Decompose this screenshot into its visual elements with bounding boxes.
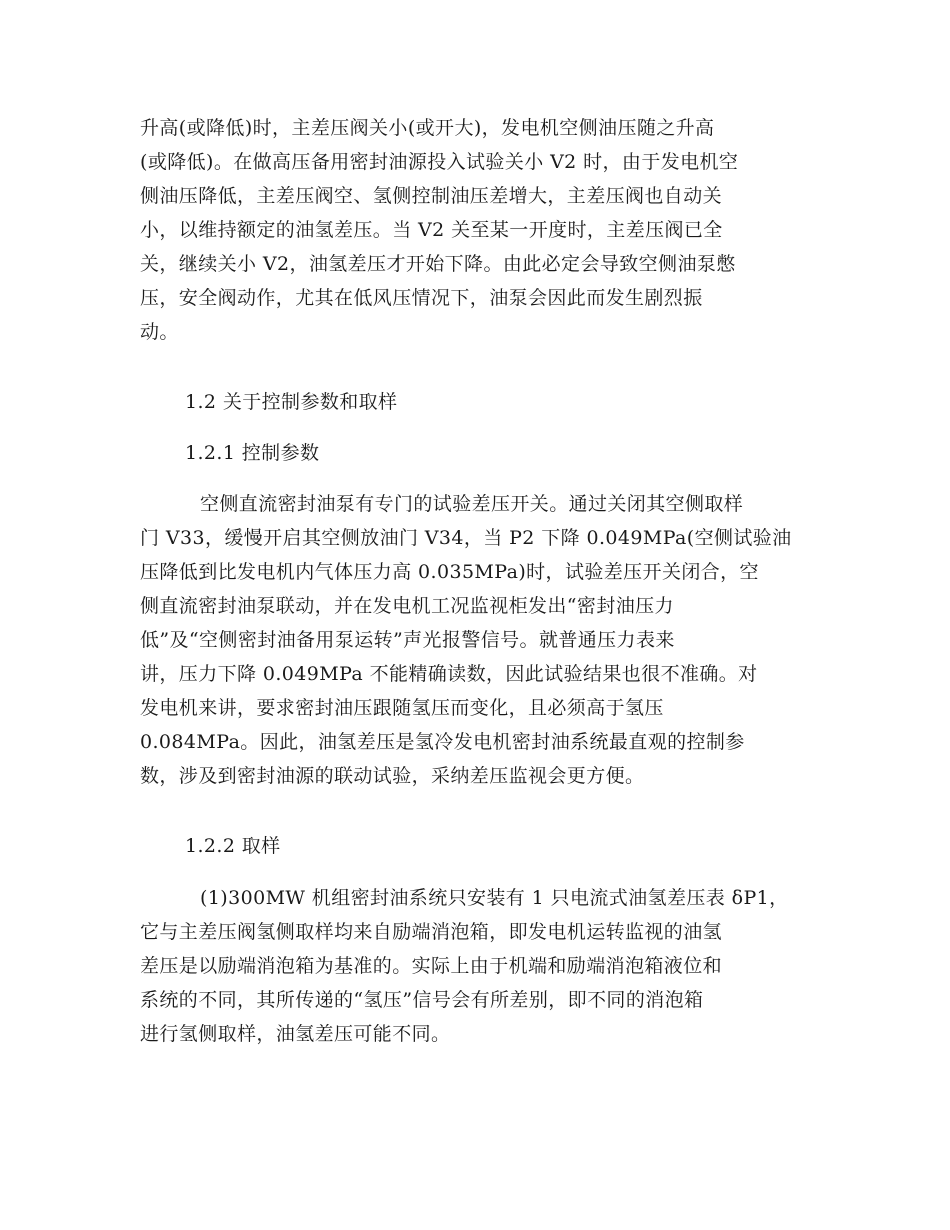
paragraph-line: 小，以维持额定的油氢差压。当 V2 关至某一开度时，主差压阀已全 (140, 219, 723, 241)
paragraph-line: 系统的不同，其所传递的“氢压”信号会有所差别，即不同的消泡箱 (140, 989, 704, 1011)
paragraph-line: 升高(或降低)时，主差压阀关小(或开大)，发电机空侧油压随之升高 (140, 117, 715, 139)
paragraph-line: 0.084MPa。因此，油氢差压是氢冷发电机密封油系统最直观的控制参 (140, 731, 745, 753)
paragraph-line: 低”及“空侧密封油备用泵运转”声光报警信号。就普通压力表来 (140, 629, 675, 651)
paragraph-line: 侧直流密封油泵联动，并在发电机工况监视柜发出“密封油压力 (140, 595, 674, 617)
section-heading: 1.2 关于控制参数和取样 (185, 391, 398, 413)
paragraph-line: 差压是以励端消泡箱为基准的。实际上由于机端和励端消泡箱液位和 (140, 955, 723, 977)
paragraph-line: (1)300MW 机组密封油系统只安装有 1 只电流式油氢差压表 δP1， (200, 887, 789, 909)
paragraph-line: 门 V33，缓慢开启其空侧放油门 V34，当 P2 下降 0.049MPa(空侧试验油 (140, 527, 792, 549)
paragraph-line: 空侧直流密封油泵有专门的试验差压开关。通过关闭其空侧取样 (200, 493, 744, 515)
paragraph-line: 关，继续关小 V2，油氢差压才开始下降。由此必定会导致空侧油泵憋 (140, 253, 736, 275)
paragraph-line: 压降低到比发电机内气体压力高 0.035MPa)时，试验差压开关闭合，空 (140, 561, 759, 583)
subsection-heading: 1.2.1 控制参数 (185, 442, 320, 464)
paragraph-line: 讲，压力下降 0.049MPa 不能精确读数，因此试验结果也很不准确。对 (140, 663, 758, 685)
paragraph-line: 进行氢侧取样，油氢差压可能不同。 (140, 1023, 451, 1045)
paragraph-line: 侧油压降低，主差压阀空、氢侧控制油压差增大，主差压阀也自动关 (140, 185, 723, 207)
paragraph-line: 它与主差压阀氢侧取样均来自励端消泡箱，即发电机运转监视的油氢 (140, 921, 723, 943)
paragraph-line: 发电机来讲，要求密封油压跟随氢压而变化，且必须高于氢压 (140, 697, 664, 719)
paragraph-line: 数，涉及到密封油源的联动试验，采纳差压监视会更方便。 (140, 765, 645, 787)
subsection-heading: 1.2.2 取样 (185, 835, 281, 857)
paragraph-line: 动。 (140, 321, 179, 343)
paragraph-line: (或降低)。在做高压备用密封油源投入试验关小 V2 时，由于发电机空 (140, 151, 739, 173)
paragraph-line: 压，安全阀动作，尤其在低风压情况下，油泵会因此而发生剧烈振 (140, 287, 703, 309)
